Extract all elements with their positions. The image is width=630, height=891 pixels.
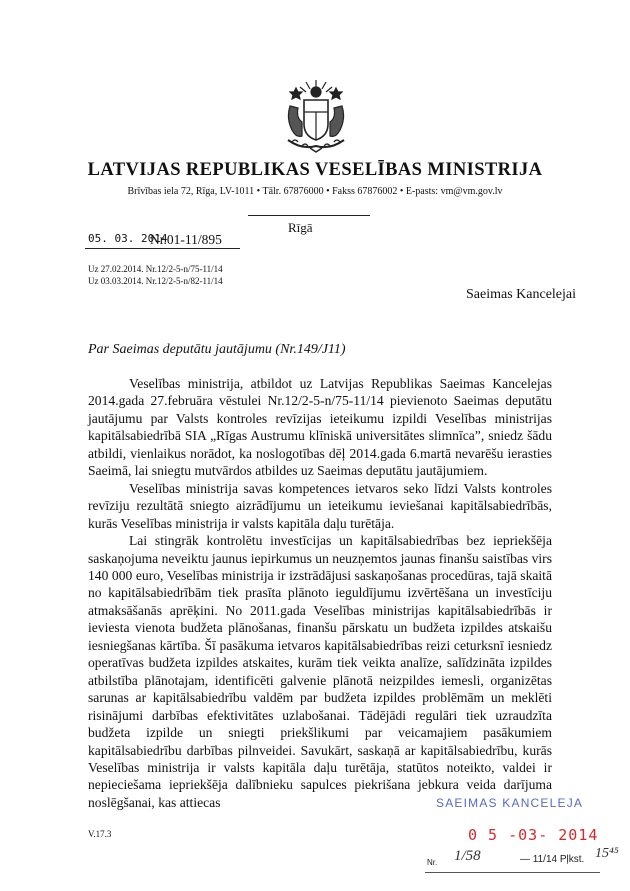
- body-paragraph: Lai stingrāk kontrolētu investīcijas un kapitālsabiedrības bez iepriekšēja saskaņojuma neveiktu jaunus iepirkumus un neuzņemtos jaunas finanšu saistības virs 140 000 euro, Veselības ministrija ir izstrādājusi saskaņošanas procedūras, tajā skaitā no kapitālsabiedrībām tiek prasīta plānoto ieguldījumu izvērtēšana un investīciju atmaksāšanās aprēķini. No 2011.gada Veselības ministrijas kapitālsabiedrībās ir ieviesta vienota budžeta plānošanas, finanšu pārskatu un budžeta izpildes atskaišu iesniegšanas kārtība. Šī pasākuma ietvaros kapitālsabiedrības reizi ceturksnī iesniedz operatīvas budžeta izpildes atskaites, kurām tiek veikta analīze, salīdzināta izpildes atbilstība plānotajam, identificēti galvenie plānotā neizpildes iemesli, organizētas sarunas ar kapitālsabiedrību valdēm par budžeta izpildes problēmām un meklēti risinājumi darbības efektivitātes uzlabošanai. Tādējādi regulāri tiek uzraudzīta budžeta izpilde un sniegti priekšlikumi par veicamajiem pasākumiem kapitālsabiedrību darbības pilnveidei. Savukārt, saskaņā ar kapitālsabiedrību, kurās Veselības ministrija ir valsts kapitāla daļu turētāja, statūtos noteikto, valdei ir nepieciešama iepriekšēja dalībnieku sapulces piekrišana jebkura veida darījuma noslēgšanai, kas attiecas: [88, 533, 552, 810]
- ministry-name: LATVIJAS REPUBLIKAS VESELĪBAS MINISTRIJA: [87, 160, 543, 180]
- document-date: 05. 03. 2014: [88, 232, 168, 245]
- ministry-contacts: Brīvības iela 72, Rīga, LV-1011 • Tālr. 67876000 • Fakss 67876002 • E-pasts: vm@vm.gov.lv: [127, 186, 503, 197]
- received-stamp-organization: SAEIMAS KANCELEJA: [436, 796, 584, 810]
- place-of-issue: Rīgā: [288, 220, 313, 235]
- place-divider: [248, 215, 370, 216]
- received-stamp-date: 0 5 -03- 2014: [468, 826, 599, 844]
- registration-detail: — 11/14 Pļkst.: [520, 854, 585, 865]
- registration-prefix: Nr.: [427, 858, 438, 867]
- registration-underline: [425, 872, 600, 873]
- document-number: Nr.01-11/895: [150, 232, 222, 247]
- body-paragraph: Veselības ministrija savas kompetences ietvaros seko līdzi Valsts kontroles revīziju rezultātā sniegto aizrādījumu un ieteikumu ieviešanai kapitālsabiedrībās, kurās Veselības ministrija ir valsts kapitāla daļu turētāja.: [88, 480, 552, 531]
- registration-time: 15⁴⁵: [595, 846, 619, 861]
- recipient: Saeimas Kancelejai: [466, 287, 577, 302]
- coat-of-arms-emblem: [282, 78, 350, 154]
- letter-subject: Par Saeimas deputātu jautājumu (Nr.149/J11): [88, 342, 346, 357]
- reference-line: Uz 27.02.2014. Nr.12/2-5-n/75-11/14: [88, 264, 223, 274]
- registration-number: 1/58: [454, 848, 481, 864]
- body-paragraph: Veselības ministrija, atbildot uz Latvijas Republikas Saeimas Kancelejas 2014.gada 27.februāra vēstulei Nr.12/2-5-n/75-11/14 pievienoto Saeimas deputātu jautājumu par Valsts kontroles revīzijas ieteikumu izpildi Veselības ministrijas kapitālsabiedrībā SIA „Rīgas Austrumu klīniskā universitātes slimnīca”, sniedz šādu atbildi, vienlaikus norādot, ka noslogotības dēļ 2014.gada 6.martā nevarēšu ierasties Saeimā, lai sniegtu mutvārdos atbildes uz Saeimas deputātu jautājumiem.: [88, 376, 552, 479]
- document-version: V.17.3: [88, 829, 112, 839]
- reference-line: Uz 03.03.2014. Nr.12/2-5-n/82-11/14: [88, 276, 223, 286]
- letter-body: [88, 375, 552, 811]
- document-number-underline: [85, 248, 240, 249]
